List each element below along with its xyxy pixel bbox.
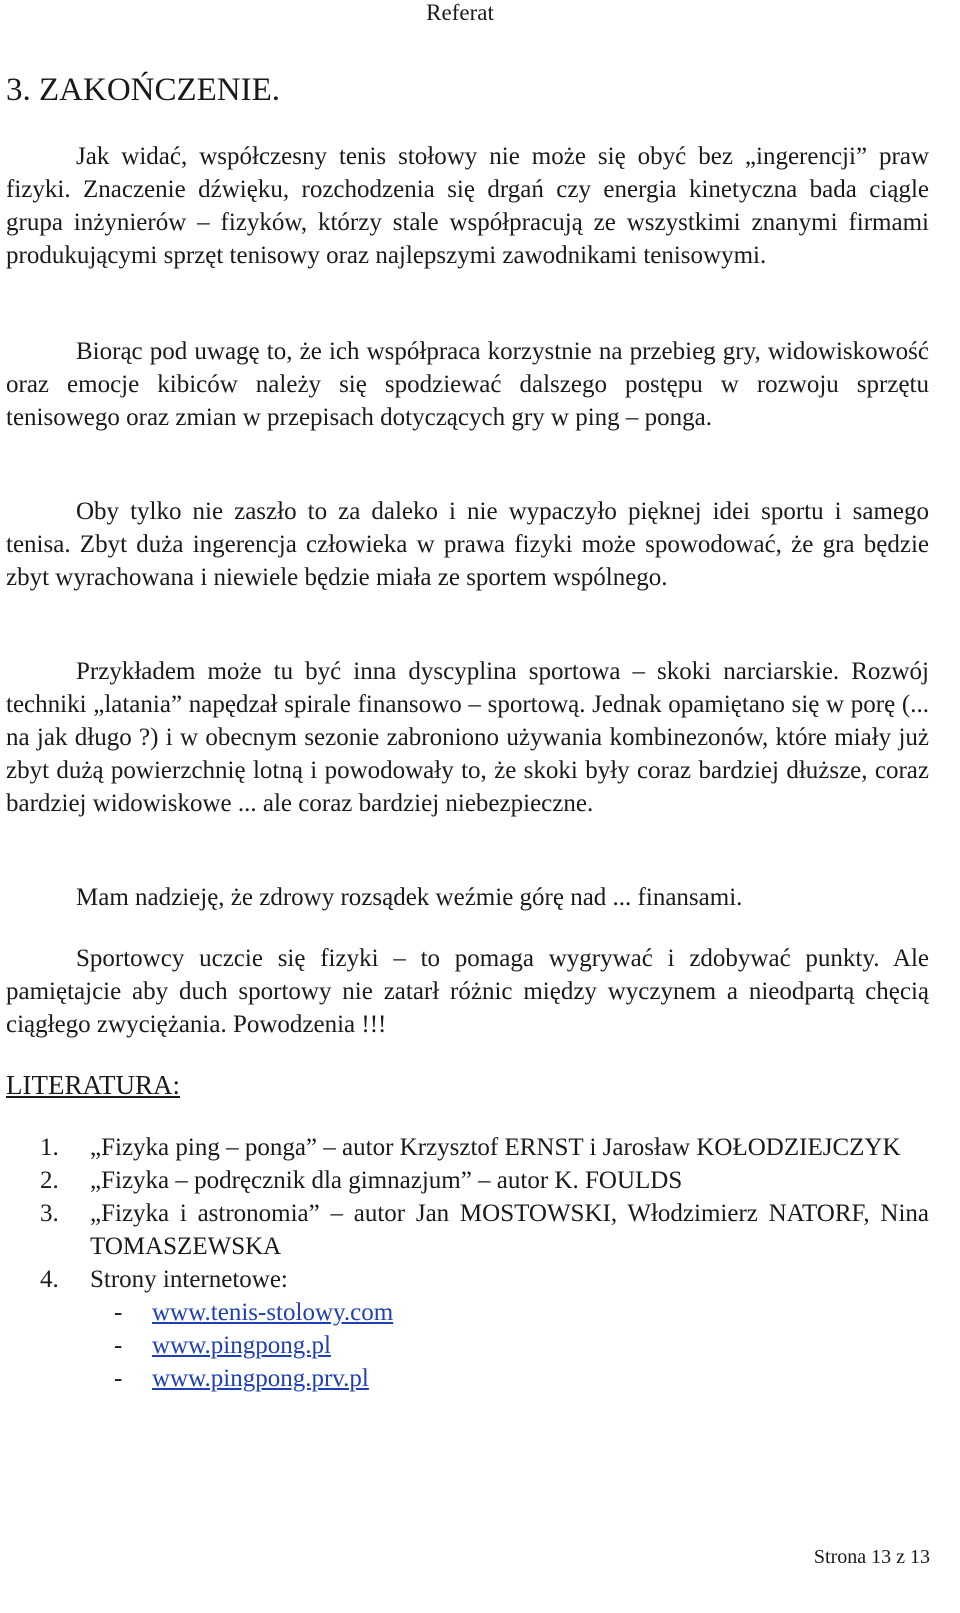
paragraph-cooperation: Biorąc pod uwagę to, że ich współpraca korzystnie na przebieg gry, widowiskowość oraz emocje kibiców należy się spodziewać dalszego postępu w rozwoju sprzętu tenisowego oraz zmian w przepisach dotyczących gry w ping – ponga. bbox=[6, 338, 929, 431]
paragraph-4-block bbox=[6, 655, 929, 820]
literature-list bbox=[40, 1131, 929, 1395]
paragraph-warning: Oby tylko nie zaszło to za daleko i nie wypaczyło pięknej idei sportu i samego tenisa. Zbyt duża ingerencja człowieka w prawa fizyki może spowodować, że gra będzie zbyt wyrachowana i niewiele będzie miała ze sportem wspólnego. bbox=[6, 498, 929, 591]
literature-item-number: 4. bbox=[40, 1266, 59, 1293]
website-link-pingpong[interactable]: www.pingpong.pl bbox=[152, 1332, 331, 1359]
paragraph-1-block bbox=[6, 140, 929, 272]
paragraph-hope: Mam nadzieję, że zdrowy rozsądek weźmie górę nad ... finansami. bbox=[76, 884, 743, 911]
paragraph-6-block bbox=[6, 942, 929, 1041]
literature-item-websites bbox=[90, 1263, 929, 1395]
page-number: Strona 13 z 13 bbox=[813, 1546, 930, 1568]
website-item bbox=[90, 1296, 929, 1329]
literature-item-number: 3. bbox=[40, 1200, 59, 1227]
literature-item-text: Strony internetowe: bbox=[90, 1266, 288, 1293]
paragraph-intro: Jak widać, współczesny tenis stołowy nie może się obyć bez „ingerencji” praw fizyki. Znaczenie dźwięku, rozchodzenia się drgań czy energia kinetyczna bada ciągle grupa inżynierów – fizyków, którzy stale współpracują ze wszystkimi znanymi firmami produkującymi sprzęt tenisowy oraz najlepszymi zawodnikami tenisowymi. bbox=[6, 143, 929, 269]
literature-heading: LITERATURA: bbox=[6, 1070, 180, 1100]
literature-item-text: „Fizyka – podręcznik dla gimnazjum” – autor K. FOULDS bbox=[90, 1167, 683, 1194]
literature-item bbox=[40, 1197, 929, 1263]
website-link-tenis-stolowy[interactable]: www.tenis-stolowy.com bbox=[152, 1299, 394, 1326]
list-dash: - bbox=[114, 1332, 123, 1359]
list-dash: - bbox=[114, 1299, 123, 1326]
website-list bbox=[90, 1296, 929, 1395]
website-link-pingpong-prv[interactable]: www.pingpong.prv.pl bbox=[152, 1365, 369, 1392]
literature-item-number: 2. bbox=[40, 1167, 59, 1194]
literature-item-number: 1. bbox=[40, 1134, 59, 1161]
paragraph-athletes: Sportowcy uczcie się fizyki – to pomaga wygrywać i zdobywać punkty. Ale pamiętajcie aby duch sportowy nie zatarł różnic między wyczynem a nieodpartą chęcią ciągłego zwyciężania. Powodzenia !!! bbox=[6, 945, 929, 1038]
page-header: Referat bbox=[426, 0, 494, 25]
literature-item bbox=[40, 1164, 929, 1197]
paragraph-2-block bbox=[6, 335, 929, 434]
paragraph-ski-jumping: Przykładem może tu być inna dyscyplina sportowa – skoki narciarskie. Rozwój techniki „latania” napędzał spirale finansowo – sportową. Jednak opamiętano się w porę (... na jak długo ?) i w obecnym sezonie zabroniono używania kombinezonów, które miały już zbyt dużą powierzchnię lotną i powodowały to, że skoki były coraz bardziej dłuższe, coraz bardziej widowiskowe ... ale coraz bardziej niebezpieczne. bbox=[6, 658, 929, 817]
website-item bbox=[90, 1362, 929, 1395]
paragraph-3-block bbox=[6, 495, 929, 594]
literature-item bbox=[40, 1131, 929, 1164]
literature-item bbox=[40, 1263, 929, 1395]
literature-item-text: „Fizyka i astronomia” – autor Jan MOSTOWSKI, Włodzimierz NATORF, Nina TOMASZEWSKA bbox=[90, 1200, 929, 1260]
website-item bbox=[90, 1329, 929, 1362]
paragraph-5-block bbox=[6, 881, 929, 914]
literature-item-text: „Fizyka ping – ponga” – autor Krzysztof ERNST i Jarosław KOŁODZIEJCZYK bbox=[90, 1134, 901, 1161]
list-dash: - bbox=[114, 1365, 123, 1392]
section-heading: 3. ZAKOŃCZENIE. bbox=[6, 72, 281, 108]
